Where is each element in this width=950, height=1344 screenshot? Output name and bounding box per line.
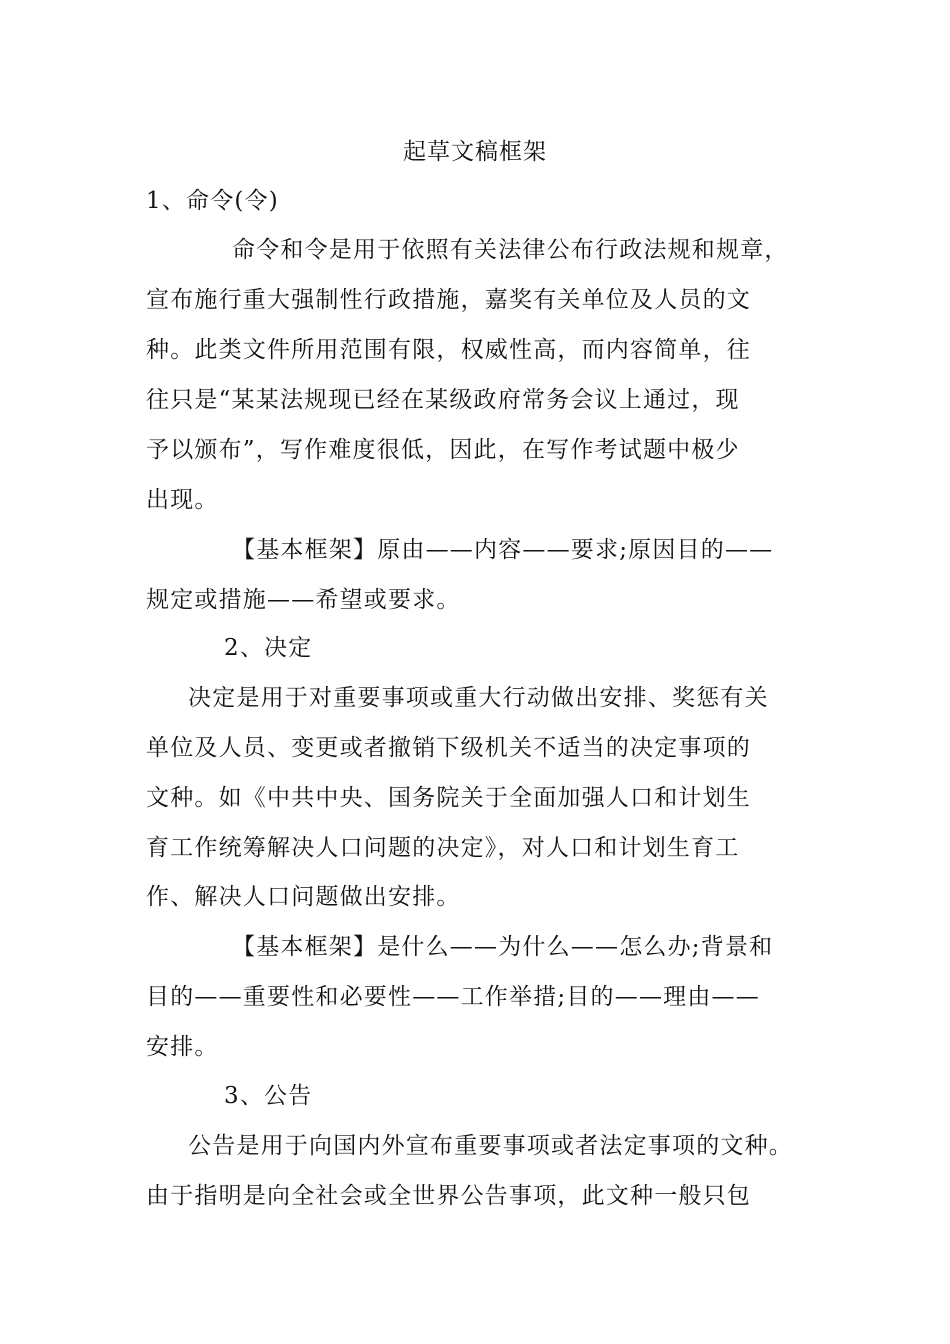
section-heading-1: 1、命令(令) (146, 188, 279, 214)
document-title: 起草文稿框架 (403, 139, 547, 165)
section-heading-3: 3、公告 (224, 1083, 313, 1109)
paragraph-line: 往只是“某某法规现已经在某级政府常务会议上通过，现 (146, 387, 740, 413)
framework-line: 【基本框架】是什么——为什么——怎么办;背景和 (232, 934, 774, 960)
framework-line: 安排。 (146, 1034, 219, 1060)
framework-line: 规定或措施——希望或要求。 (146, 587, 461, 613)
paragraph-line: 命令和令是用于依照有关法律公布行政法规和规章， (232, 237, 789, 263)
section-heading-2: 2、决定 (224, 635, 313, 661)
paragraph-line: 由于指明是向全社会或全世界公告事项，此文种一般只包 (146, 1183, 751, 1209)
paragraph-line: 出现。 (146, 487, 219, 513)
paragraph-line: 育工作统筹解决人口问题的决定》，对人口和计划生育工 (146, 835, 740, 861)
paragraph-line: 予以颁布”，写作难度很低，因此，在写作考试题中极少 (146, 437, 740, 463)
paragraph-line: 单位及人员、变更或者撤销下级机关不适当的决定事项的 (146, 735, 751, 761)
paragraph-line: 作、解决人口问题做出安排。 (146, 884, 461, 910)
paragraph-line: 宣布施行重大强制性行政措施，嘉奖有关单位及人员的文 (146, 287, 751, 313)
paragraph-line: 公告是用于向国内外宣布重要事项或者法定事项的文种。 (188, 1133, 793, 1159)
paragraph-line: 文种。如《中共中央、国务院关于全面加强人口和计划生 (146, 785, 751, 811)
framework-line: 目的——重要性和必要性——工作举措;目的——理由—— (146, 984, 760, 1010)
paragraph-line: 决定是用于对重要事项或重大行动做出安排、奖惩有关 (188, 685, 769, 711)
framework-line: 【基本框架】原由——内容——要求;原因目的—— (232, 537, 774, 563)
paragraph-line: 种。此类文件所用范围有限，权威性高，而内容简单，往 (146, 337, 751, 363)
